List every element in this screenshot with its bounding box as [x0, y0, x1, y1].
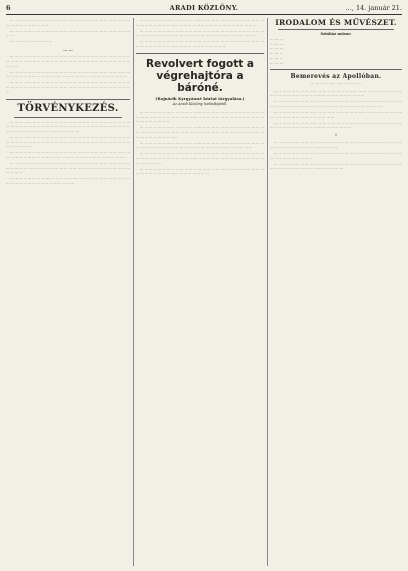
article-body — [6, 54, 130, 95]
paragraph: … … … … … … … … … … … … … … … … … … … … … … … … … … … … … … … … … … … … … … … … … … … … … … … … … … … … … … … … … … … — [6, 160, 130, 175]
paragraph: … … … … … … … … … … … … … … … … … … … … … … … … … … … … … … … … … … … … … … … … … … … … … … … … … … … … … … … … … … … … … … … — [136, 151, 264, 165]
paragraph: … … … … … … … … … … … … … … … … … … … … … … … … … … … … … … … … … … … … … … … … … … … — [6, 176, 130, 185]
article-continuation — [136, 18, 264, 50]
paragraph: … … … … … … … … … … … … … … … … … … … … … … … … … … … … … … … … … … … … … … … … … … … … … … … … … … … … … … … … … … … … … … … … … … … — [136, 125, 264, 139]
paragraph: … … … … … … … … … … … … … … … … … … … … … … … … … … … … … … … … … … … … … … … … … … … … — [270, 109, 402, 119]
column-left — [6, 18, 130, 187]
title-underline — [14, 117, 122, 118]
article-title: Bemerevés az Apollóban. — [290, 72, 382, 80]
notice-body — [270, 140, 402, 172]
article-byline: Az Aradi Közlöny tudósítójától. — [172, 102, 228, 107]
paragraph: … … … … … … … … … … … … … … … … … … … … … … … … … … … … … — [6, 28, 130, 38]
paragraph: … … … … … … … … … … … … … … … … … … … … … … … … … … … … … … … … … … … … … … … … … … … … … … … … … … … … … … … — [136, 140, 264, 150]
paragraph: … … … … … … … … … … … … … … … … … … … … … … … … … … … … … … … … … … … … … … … … … … … … … … … … … … … … … … … — [6, 69, 130, 79]
paragraph: … … … … … … … … … … … … … … … … … … … … … … … … … … … … … … … … … … … … … … … … … … … … … … … … … … … … … … … … … … — [6, 54, 130, 68]
paragraph: … … … … … … … … … … … … … … … … … … … … … … … … … … … … … … … … … … … … … … … … … … … … … … … … … … … … … … … … — [136, 28, 264, 38]
article-continuation — [6, 18, 130, 45]
page-header — [6, 4, 402, 15]
section-divider — [270, 69, 402, 70]
newspaper-page — [6, 4, 402, 567]
law-section-body — [6, 120, 130, 187]
section-divider — [136, 53, 264, 54]
paragraph: … … … … … … … … … … … … … … … … … … … … … … … … … … … … … … … … … … … … … … … … … … … … … … … … … … … … … … … … … … … … … … … … … … … … … … … … — [6, 119, 130, 133]
section-title-literature: IRODALOM ÉS MŰVÉSZET. — [275, 18, 397, 27]
paragraph: … … … … … … … … … … … … … … … … … … … … … … … … … … … … … … … … … … … … … … … … … … … … … … … … … … … … … … … … … … … … … — [6, 135, 130, 149]
article-intro: … … … … … … … … … … … — [311, 80, 361, 85]
page-number: 6 — [6, 4, 11, 12]
program-item: … … … — [270, 51, 284, 56]
article-headline: Revolvert fogott a végrehajtóra a báróné. — [146, 58, 254, 95]
paragraph: … … … … … … … … … … … … … … … … … … … … … … … … … … … … … … … … … … … … … … … … … … … … … … … … — [270, 120, 402, 130]
paragraph: … … … … … … … … … … … … … … … … … … … … … … … … … … … … … … … … … … … … … … … … … … … … … — [136, 166, 264, 176]
section-separator: * — [335, 133, 337, 139]
program-item: … … … — [270, 60, 284, 65]
paragraph: … … … … … … … … … … … … … … … … … … … … … … … … … … … … … … … … … … … … … … … … … … … … … … … … … … … … … … … — [270, 99, 402, 108]
program-item: … … … — [270, 36, 284, 41]
issue-date: …, 14. január 21. — [345, 4, 402, 12]
column-rule — [133, 18, 134, 566]
subsection-heading: … … — [63, 47, 73, 53]
article-body — [270, 89, 402, 132]
masthead: ARADI KÖZLÖNY. — [169, 4, 239, 12]
paragraph: … … … … … … … … … … … … … … … … … … … … … … … … … … … … … … … … … … … … … … … … … … … … … … … … … … … … … … … … — [136, 18, 264, 27]
paragraph: … … … … … … … … … … … … … … … … … … … … … … … … … … … … … … … … … … … … … … … … … … … … … — [270, 140, 402, 149]
paragraph: … … … … … … … … … … … … … … … … … … … … … … … … … … … … … … … … … … … … … — [6, 18, 130, 27]
paragraph: … … … … … … … … … … … … … … … … … … … … … … … … … … … … … … … … … … … … … … … … … … … … … … — [270, 161, 402, 171]
paragraph: … … … … … … … … … … … … … … … … … … … … … … … … … … … … … … … … … … … … … … … … … … … … … … … … … … … — [270, 88, 402, 98]
program-item: … … … — [270, 41, 284, 46]
paragraph: … … … … … … … … … … … … … … … … … … … … … … … … … … … … … … … … … … … … … … … — [270, 151, 402, 160]
column-middle — [136, 18, 264, 177]
title-underline — [278, 29, 394, 30]
program-item: … … … — [270, 46, 284, 51]
paragraph: … … … … … … … … … … … … … … … … … … … … … … … … … … … … … … … … … … … … … … … … … … … … … … … … … — [136, 39, 264, 48]
paragraph: … … … … … … … … … … … … … … … … … … … … … … … … … … … … … … … … … … … … … … … … … … … … … … … … … … … … … … … … … … … … … … … … … — [136, 110, 264, 124]
section-title-law: TÖRVÉNYKEZÉS. — [17, 102, 119, 114]
column-right — [270, 18, 402, 172]
section-divider — [6, 99, 130, 100]
paragraph: … … … … … … … … … … — [10, 39, 53, 44]
theatre-program — [270, 32, 402, 66]
paragraph: … … … … … … … … … … … … … … … … … … … … … … … … … … … … … … … … … … … … … … … … … … … … … … … … … … … … … … … … — [6, 80, 130, 94]
program-item: … … … — [270, 55, 284, 60]
paragraph: … … … … … … … … … … … … … … … … … … … … … … … … … … … … … … … … … … … … … … … … … … … … … … … … … … … … … … … — [6, 150, 130, 159]
article-body — [136, 110, 264, 177]
program-heading: Szinház műsor: — [320, 32, 352, 36]
article-subheadline: (Rajnárik Kyrgyánné kúriai tárgyalása.) — [155, 96, 245, 102]
column-rule — [267, 18, 268, 566]
